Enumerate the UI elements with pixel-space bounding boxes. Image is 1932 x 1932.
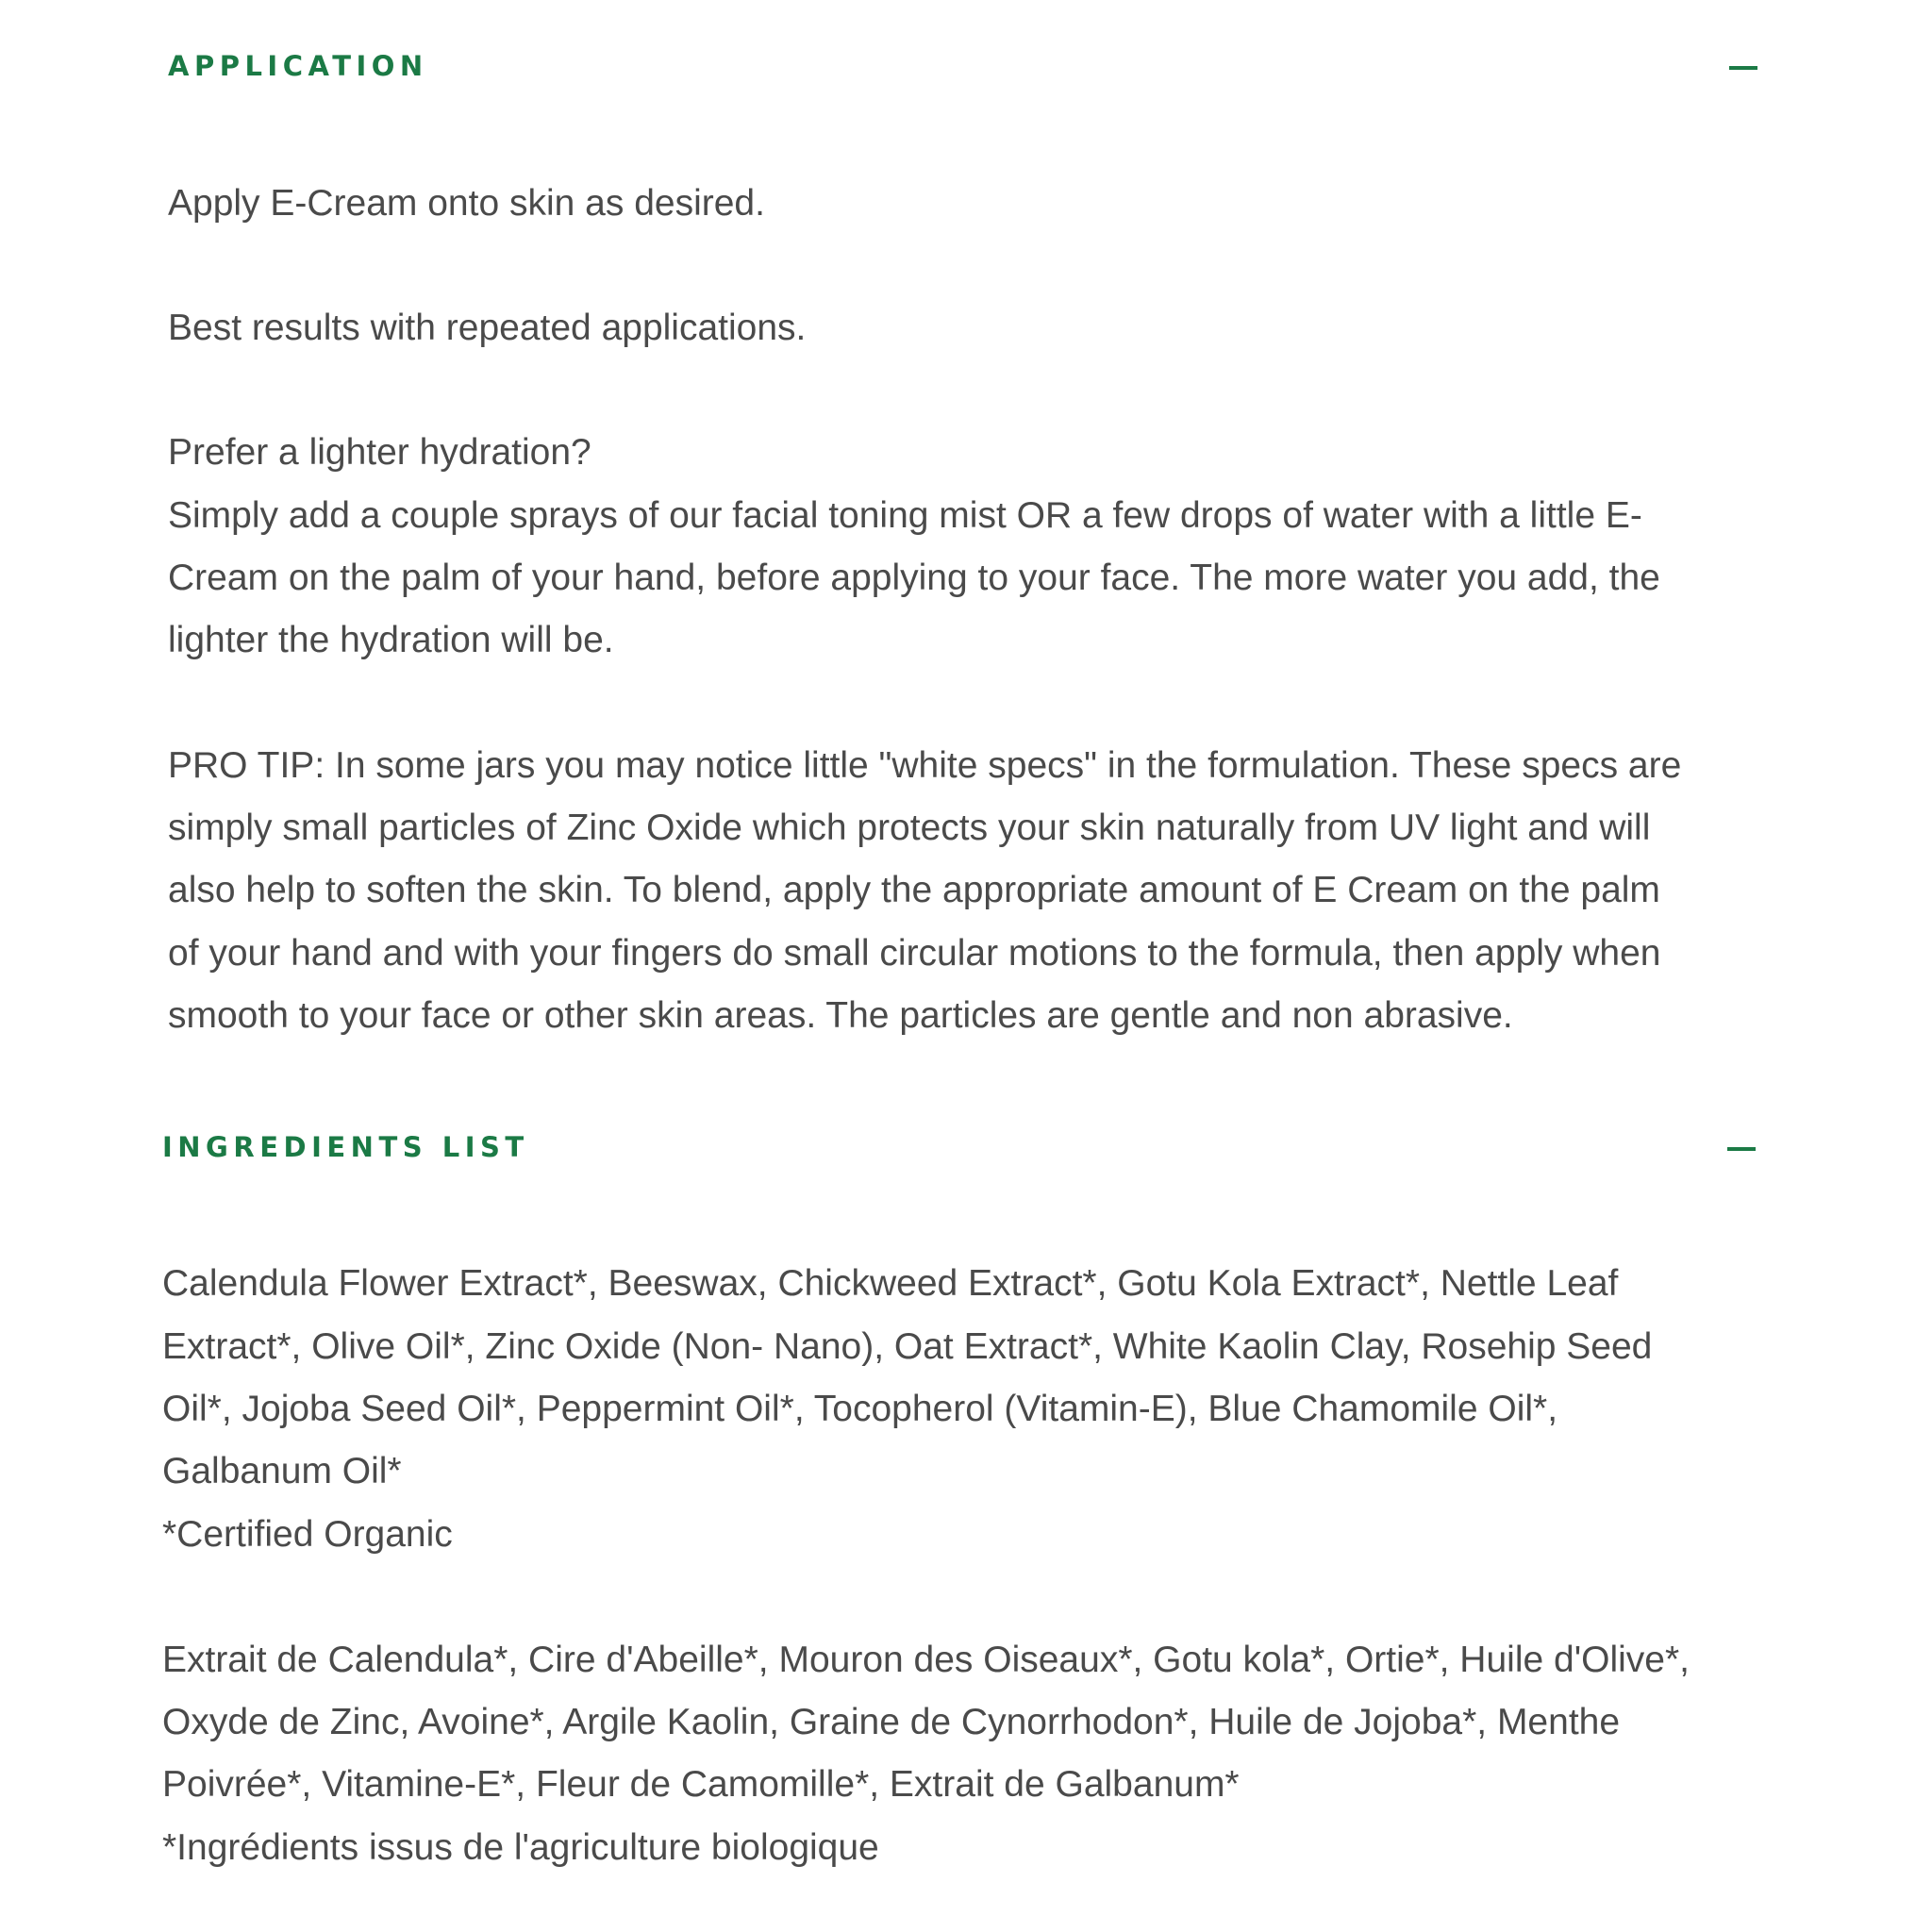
ingredients-line: Calendula Flower Extract*, Beeswax, Chickweed Extract*, Gotu Kola Extract*, Nettle Leaf (162, 1263, 1619, 1304)
application-line: of your hand and with your fingers do small circular motions to the formula, then apply when (168, 933, 1661, 974)
ingredients-line: *Certified Organic (162, 1514, 453, 1555)
application-line: also help to soften the skin. To blend, apply the appropriate amount of E Cream on the palm (168, 870, 1660, 910)
application-line: lighter the hydration will be. (168, 620, 614, 660)
application-line: Simply add a couple sprays of our facial toning mist OR a few drops of water with a little E- (168, 495, 1642, 536)
application-header[interactable] (0, 50, 1932, 109)
ingredients-header[interactable] (0, 1131, 1932, 1191)
minus-icon[interactable] (1727, 1147, 1756, 1151)
application-line: simply small particles of Zinc Oxide which protects your skin naturally from UV light and will (168, 808, 1651, 848)
application-line: Best results with repeated applications. (168, 308, 807, 348)
application-line: Prefer a lighter hydration? (168, 432, 591, 473)
ingredients-line: Poivrée*, Vitamine-E*, Fleur de Camomille*, Extrait de Galbanum* (162, 1764, 1240, 1805)
ingredients-title: INGREDIENTS LIST (162, 1131, 529, 1163)
ingredients-line: Extract*, Olive Oil*, Zinc Oxide (Non- Nano), Oat Extract*, White Kaolin Clay, Rosehip Seed (162, 1326, 1653, 1367)
minus-icon[interactable] (1729, 66, 1757, 70)
ingredients-line: Oil*, Jojoba Seed Oil*, Peppermint Oil*, Tocopherol (Vitamin-E), Blue Chamomile Oil*, (162, 1389, 1558, 1429)
ingredients-line: Oxyde de Zinc, Avoine*, Argile Kaolin, Graine de Cynorrhodon*, Huile de Jojoba*, Menthe (162, 1702, 1621, 1742)
ingredients-line: Galbanum Oil* (162, 1451, 402, 1491)
ingredients-line: Extrait de Calendula*, Cire d'Abeille*, Mouron des Oiseaux*, Gotu kola*, Ortie*, Huile d'Olive*, (162, 1640, 1690, 1680)
application-title: APPLICATION (168, 50, 428, 82)
application-line: smooth to your face or other skin areas. The particles are gentle and non abrasive. (168, 995, 1513, 1036)
application-line: Cream on the palm of your hand, before applying to your face. The more water you add, the (168, 558, 1660, 598)
application-line: Apply E-Cream onto skin as desired. (168, 183, 765, 224)
application-line: PRO TIP: In some jars you may notice little "white specs" in the formulation. These specs are (168, 745, 1682, 786)
ingredients-line: *Ingrédients issus de l'agriculture biologique (162, 1827, 879, 1868)
